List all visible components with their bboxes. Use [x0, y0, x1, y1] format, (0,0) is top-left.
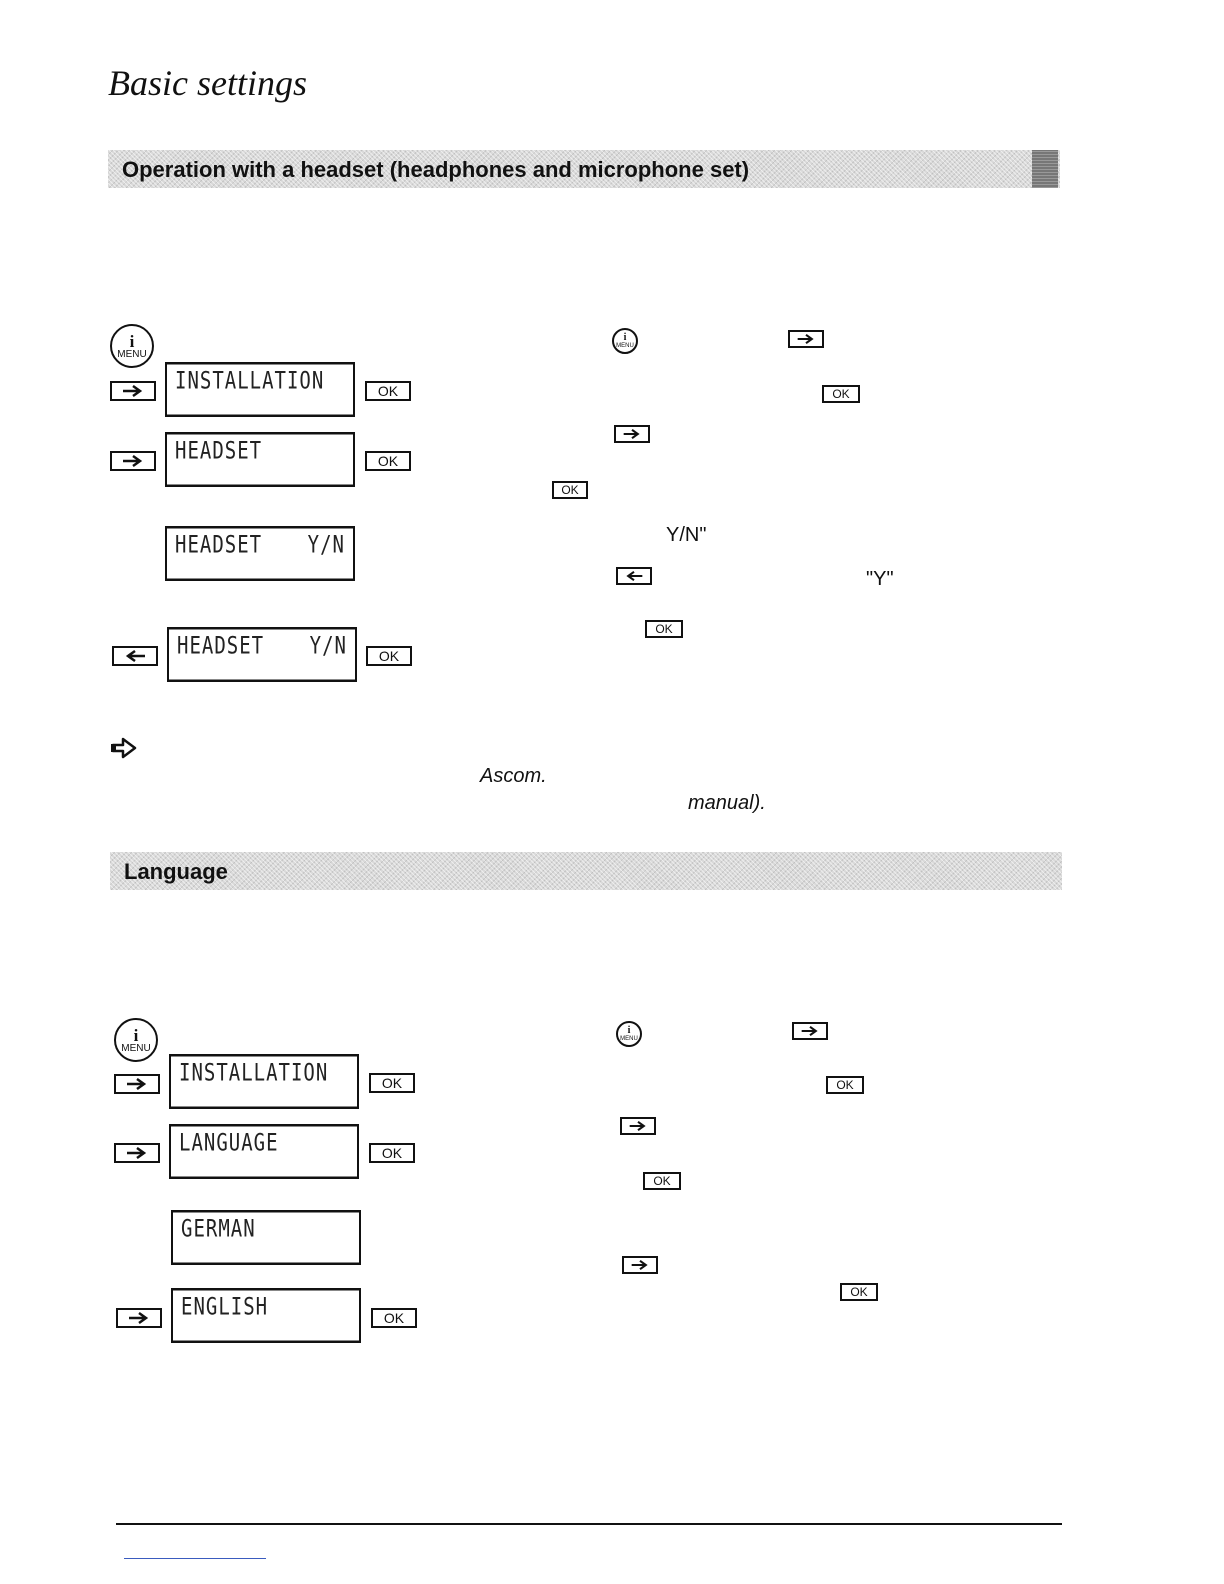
lcd-display-headset: HEADSET	[165, 432, 355, 487]
page-title: Basic settings	[108, 63, 307, 103]
menu-key-i: i	[627, 1025, 631, 1036]
ok-key-small: OK	[822, 385, 860, 403]
menu-key-i: i	[129, 331, 135, 351]
note-ascom: Ascom.	[480, 765, 547, 787]
lcd-yn-value: Y/N	[307, 531, 345, 559]
ok-key-small: OK	[643, 1172, 681, 1190]
lcd-display-english: ENGLISH	[171, 1288, 361, 1343]
right-arrow-key-icon	[622, 1256, 658, 1274]
section-banner-language	[110, 852, 1062, 890]
left-arrow-key-icon	[616, 567, 652, 585]
menu-key-i: i	[133, 1025, 139, 1045]
left-arrow-key-icon	[112, 646, 158, 666]
yn-fragment: Y/N"	[666, 524, 707, 546]
ok-key-small: OK	[645, 620, 683, 638]
note-pointer-icon	[110, 736, 138, 765]
ok-key: OK	[365, 381, 411, 401]
menu-key-icon-small	[616, 1021, 642, 1047]
right-arrow-key-icon	[614, 425, 650, 443]
lcd-display-german: GERMAN	[171, 1210, 361, 1265]
footer-link-line	[124, 1558, 266, 1559]
right-arrow-key-icon	[110, 381, 156, 401]
ok-key: OK	[371, 1308, 417, 1328]
lcd-yn-value: Y/N	[309, 632, 347, 660]
ok-key-small: OK	[552, 481, 588, 499]
ok-key: OK	[365, 451, 411, 471]
menu-key-label: MENU	[121, 1042, 151, 1054]
section-heading-headset: Operation with a headset (headphones and microphone set)	[122, 157, 750, 182]
lcd-display-language: LANGUAGE	[169, 1124, 359, 1179]
right-arrow-key-icon	[792, 1022, 828, 1040]
y-quote-fragment: "Y"	[866, 568, 894, 590]
right-arrow-key-icon	[116, 1308, 162, 1328]
right-arrow-key-icon	[114, 1143, 160, 1163]
menu-key-label: MENU	[117, 348, 147, 360]
note-manual: manual).	[688, 792, 766, 814]
ok-key: OK	[366, 646, 412, 666]
lcd-display-headset-yn	[165, 526, 355, 581]
menu-key-i: i	[623, 332, 627, 343]
lcd-display-headset-yn-selected	[167, 627, 357, 682]
section-heading-language: Language	[124, 859, 228, 884]
ok-key-small: OK	[840, 1283, 878, 1301]
banner-corner-block	[1032, 150, 1058, 188]
section-banner-headset	[108, 150, 1060, 188]
menu-key-label: MENU	[620, 1036, 638, 1042]
lcd-label: HEADSET	[177, 632, 265, 660]
right-arrow-key-icon	[788, 330, 824, 348]
menu-key-icon	[114, 1018, 158, 1062]
footer-rule	[116, 1523, 1062, 1525]
menu-key-label: MENU	[616, 343, 634, 349]
lcd-display-installation: INSTALLATION	[169, 1054, 359, 1109]
ok-key-small: OK	[826, 1076, 864, 1094]
menu-key-icon	[110, 324, 154, 368]
lcd-display-installation: INSTALLATION	[165, 362, 355, 417]
right-arrow-key-icon	[114, 1074, 160, 1094]
lcd-label: HEADSET	[175, 531, 263, 559]
right-arrow-key-icon	[110, 451, 156, 471]
ok-key: OK	[369, 1143, 415, 1163]
ok-key: OK	[369, 1073, 415, 1093]
menu-key-icon-small	[612, 328, 638, 354]
right-arrow-key-icon	[620, 1117, 656, 1135]
